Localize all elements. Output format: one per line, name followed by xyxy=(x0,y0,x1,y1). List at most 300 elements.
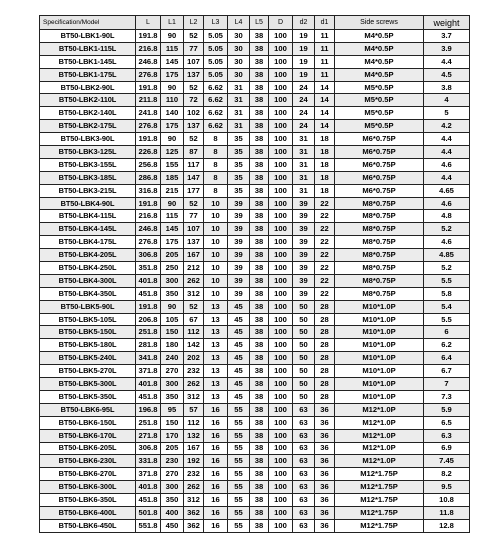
table-row xyxy=(40,146,470,159)
cell-l: 216.8 xyxy=(136,210,161,223)
cell-side-screws: M12*1.0P xyxy=(335,455,424,468)
cell-l2: 52 xyxy=(184,197,204,210)
cell-d: 100 xyxy=(269,390,293,403)
cell-d: 100 xyxy=(269,313,293,326)
cell-model: BT50-LBK6-95L xyxy=(40,403,136,416)
cell-d: 100 xyxy=(269,197,293,210)
cell-l5: 38 xyxy=(250,274,269,287)
header-l5: L5 xyxy=(250,16,269,30)
cell-model: BT50-LBK6-270L xyxy=(40,468,136,481)
cell-side-screws: M12*1.0P xyxy=(335,403,424,416)
cell-d1: 11 xyxy=(315,68,335,81)
cell-l3: 10 xyxy=(204,210,228,223)
cell-model: BT50-LBK6-450L xyxy=(40,519,136,532)
table-row xyxy=(40,455,470,468)
table-row xyxy=(40,107,470,120)
cell-l2: 67 xyxy=(184,313,204,326)
header-d1: d1 xyxy=(315,16,335,30)
cell-side-screws: M5*0.5P xyxy=(335,94,424,107)
table-row xyxy=(40,339,470,352)
cell-side-screws: M10*1.0P xyxy=(335,352,424,365)
cell-l4: 45 xyxy=(228,326,250,339)
cell-l1: 90 xyxy=(161,300,184,313)
table-body xyxy=(40,30,470,533)
cell-l5: 38 xyxy=(250,468,269,481)
cell-l1: 350 xyxy=(161,287,184,300)
cell-l3: 13 xyxy=(204,326,228,339)
cell-d2: 39 xyxy=(293,249,315,262)
cell-l3: 13 xyxy=(204,300,228,313)
cell-d2: 63 xyxy=(293,429,315,442)
cell-side-screws: M8*0.75P xyxy=(335,210,424,223)
cell-l1: 145 xyxy=(161,223,184,236)
cell-l2: 112 xyxy=(184,416,204,429)
cell-l: 451.8 xyxy=(136,494,161,507)
cell-d2: 19 xyxy=(293,55,315,68)
cell-l4: 45 xyxy=(228,339,250,352)
cell-l5: 38 xyxy=(250,171,269,184)
cell-l1: 170 xyxy=(161,429,184,442)
cell-d1: 28 xyxy=(315,326,335,339)
cell-l4: 39 xyxy=(228,249,250,262)
cell-d1: 22 xyxy=(315,223,335,236)
cell-d2: 50 xyxy=(293,313,315,326)
table-row xyxy=(40,223,470,236)
cell-l5: 38 xyxy=(250,42,269,55)
cell-side-screws: M12*1.75P xyxy=(335,519,424,532)
cell-d2: 63 xyxy=(293,519,315,532)
cell-l1: 115 xyxy=(161,210,184,223)
cell-l: 451.8 xyxy=(136,390,161,403)
cell-l3: 10 xyxy=(204,223,228,236)
cell-d1: 18 xyxy=(315,146,335,159)
cell-side-screws: M4*0.5P xyxy=(335,42,424,55)
cell-model: BT50-LBK3-185L xyxy=(40,171,136,184)
cell-weight: 5.5 xyxy=(424,313,470,326)
cell-d1: 36 xyxy=(315,519,335,532)
cell-l2: 137 xyxy=(184,68,204,81)
cell-l2: 87 xyxy=(184,146,204,159)
cell-l5: 38 xyxy=(250,184,269,197)
cell-d1: 18 xyxy=(315,158,335,171)
cell-weight: 6 xyxy=(424,326,470,339)
table-row xyxy=(40,506,470,519)
header-d: D xyxy=(269,16,293,30)
cell-l: 191.8 xyxy=(136,300,161,313)
cell-d: 100 xyxy=(269,468,293,481)
cell-weight: 6.7 xyxy=(424,365,470,378)
cell-d2: 63 xyxy=(293,416,315,429)
cell-l4: 31 xyxy=(228,81,250,94)
cell-d: 100 xyxy=(269,403,293,416)
cell-l: 276.8 xyxy=(136,236,161,249)
cell-weight: 5 xyxy=(424,107,470,120)
cell-weight: 4.4 xyxy=(424,55,470,68)
cell-d: 100 xyxy=(269,94,293,107)
cell-d2: 63 xyxy=(293,506,315,519)
cell-model: BT50-LBK3-90L xyxy=(40,133,136,146)
header-l2: L2 xyxy=(184,16,204,30)
cell-l5: 38 xyxy=(250,416,269,429)
cell-d: 100 xyxy=(269,158,293,171)
cell-l4: 31 xyxy=(228,120,250,133)
cell-l1: 90 xyxy=(161,133,184,146)
cell-l5: 38 xyxy=(250,262,269,275)
cell-l2: 107 xyxy=(184,223,204,236)
cell-l4: 45 xyxy=(228,365,250,378)
cell-l4: 45 xyxy=(228,378,250,391)
cell-weight: 3.7 xyxy=(424,30,470,43)
cell-l4: 39 xyxy=(228,287,250,300)
cell-l5: 38 xyxy=(250,519,269,532)
cell-weight: 9.5 xyxy=(424,481,470,494)
cell-l4: 39 xyxy=(228,236,250,249)
cell-weight: 5.2 xyxy=(424,223,470,236)
cell-model: BT50-LBK4-90L xyxy=(40,197,136,210)
cell-d2: 63 xyxy=(293,494,315,507)
cell-l2: 312 xyxy=(184,287,204,300)
cell-l4: 35 xyxy=(228,146,250,159)
cell-l3: 16 xyxy=(204,403,228,416)
cell-l2: 262 xyxy=(184,274,204,287)
cell-l: 191.8 xyxy=(136,30,161,43)
cell-weight: 5.9 xyxy=(424,403,470,416)
cell-l4: 39 xyxy=(228,274,250,287)
cell-l2: 137 xyxy=(184,120,204,133)
cell-l4: 55 xyxy=(228,429,250,442)
cell-l4: 55 xyxy=(228,455,250,468)
cell-l: 241.8 xyxy=(136,107,161,120)
table-row xyxy=(40,287,470,300)
cell-l1: 90 xyxy=(161,30,184,43)
table-row xyxy=(40,519,470,532)
cell-l1: 300 xyxy=(161,481,184,494)
cell-l3: 13 xyxy=(204,365,228,378)
cell-weight: 6.3 xyxy=(424,429,470,442)
cell-d: 100 xyxy=(269,378,293,391)
cell-model: BT50-LBK2-140L xyxy=(40,107,136,120)
cell-l1: 185 xyxy=(161,171,184,184)
cell-l: 371.8 xyxy=(136,365,161,378)
cell-d2: 39 xyxy=(293,287,315,300)
cell-l: 226.8 xyxy=(136,146,161,159)
cell-d2: 39 xyxy=(293,274,315,287)
cell-l3: 16 xyxy=(204,416,228,429)
cell-d1: 22 xyxy=(315,287,335,300)
cell-l5: 38 xyxy=(250,68,269,81)
cell-l4: 30 xyxy=(228,42,250,55)
cell-l3: 6.62 xyxy=(204,81,228,94)
cell-model: BT50-LBK5-180L xyxy=(40,339,136,352)
cell-l2: 77 xyxy=(184,210,204,223)
cell-d: 100 xyxy=(269,68,293,81)
cell-d: 100 xyxy=(269,210,293,223)
table-row xyxy=(40,390,470,403)
cell-d: 100 xyxy=(269,287,293,300)
cell-side-screws: M6*0.75P xyxy=(335,133,424,146)
table-row xyxy=(40,249,470,262)
cell-d1: 14 xyxy=(315,94,335,107)
table-row xyxy=(40,300,470,313)
cell-l2: 132 xyxy=(184,429,204,442)
cell-l1: 175 xyxy=(161,236,184,249)
cell-l2: 117 xyxy=(184,158,204,171)
cell-l3: 8 xyxy=(204,158,228,171)
cell-l5: 38 xyxy=(250,30,269,43)
cell-l3: 10 xyxy=(204,249,228,262)
cell-d2: 63 xyxy=(293,468,315,481)
header-specification: Specification/Model xyxy=(40,16,136,30)
cell-side-screws: M8*0.75P xyxy=(335,274,424,287)
cell-model: BT50-LBK4-300L xyxy=(40,274,136,287)
cell-l: 216.8 xyxy=(136,42,161,55)
cell-d: 100 xyxy=(269,339,293,352)
cell-l2: 192 xyxy=(184,455,204,468)
cell-d1: 36 xyxy=(315,416,335,429)
cell-model: BT50-LBK3-155L xyxy=(40,158,136,171)
cell-model: BT50-LBK1-90L xyxy=(40,30,136,43)
cell-model: BT50-LBK6-205L xyxy=(40,442,136,455)
cell-l2: 72 xyxy=(184,94,204,107)
cell-l4: 39 xyxy=(228,223,250,236)
table-row xyxy=(40,30,470,43)
cell-l1: 125 xyxy=(161,146,184,159)
cell-side-screws: M10*1.0P xyxy=(335,378,424,391)
cell-l3: 5.05 xyxy=(204,68,228,81)
cell-d2: 39 xyxy=(293,210,315,223)
cell-model: BT50-LBK4-250L xyxy=(40,262,136,275)
cell-side-screws: M8*0.75P xyxy=(335,223,424,236)
cell-l3: 6.62 xyxy=(204,120,228,133)
cell-l4: 39 xyxy=(228,262,250,275)
cell-d2: 39 xyxy=(293,197,315,210)
cell-l1: 205 xyxy=(161,249,184,262)
cell-weight: 4.6 xyxy=(424,236,470,249)
cell-l1: 140 xyxy=(161,107,184,120)
cell-d1: 36 xyxy=(315,494,335,507)
header-side-screws: Side screws xyxy=(335,16,424,30)
cell-d: 100 xyxy=(269,262,293,275)
cell-l4: 55 xyxy=(228,468,250,481)
cell-l4: 45 xyxy=(228,313,250,326)
cell-l3: 5.05 xyxy=(204,30,228,43)
cell-d1: 11 xyxy=(315,42,335,55)
table-row xyxy=(40,494,470,507)
cell-d1: 36 xyxy=(315,506,335,519)
cell-model: BT50-LBK2-90L xyxy=(40,81,136,94)
table-row xyxy=(40,158,470,171)
cell-l2: 232 xyxy=(184,468,204,481)
table-row xyxy=(40,184,470,197)
cell-d1: 22 xyxy=(315,236,335,249)
header-l3: L3 xyxy=(204,16,228,30)
cell-weight: 4.4 xyxy=(424,133,470,146)
cell-d: 100 xyxy=(269,416,293,429)
cell-l4: 55 xyxy=(228,494,250,507)
cell-d1: 22 xyxy=(315,262,335,275)
cell-weight: 6.4 xyxy=(424,352,470,365)
cell-d1: 28 xyxy=(315,378,335,391)
table-header-row xyxy=(40,16,470,30)
cell-d2: 24 xyxy=(293,120,315,133)
cell-l3: 8 xyxy=(204,171,228,184)
cell-side-screws: M10*1.0P xyxy=(335,326,424,339)
cell-weight: 6.5 xyxy=(424,416,470,429)
cell-l2: 262 xyxy=(184,378,204,391)
table-row xyxy=(40,81,470,94)
cell-model: BT50-LBK5-270L xyxy=(40,365,136,378)
cell-l3: 16 xyxy=(204,442,228,455)
cell-side-screws: M4*0.5P xyxy=(335,30,424,43)
cell-l2: 147 xyxy=(184,171,204,184)
cell-side-screws: M12*1.0P xyxy=(335,442,424,455)
cell-l1: 115 xyxy=(161,42,184,55)
cell-side-screws: M10*1.0P xyxy=(335,365,424,378)
cell-model: BT50-LBK1-145L xyxy=(40,55,136,68)
cell-model: BT50-LBK5-150L xyxy=(40,326,136,339)
cell-l3: 16 xyxy=(204,481,228,494)
cell-l3: 8 xyxy=(204,146,228,159)
cell-l5: 38 xyxy=(250,455,269,468)
cell-l3: 13 xyxy=(204,352,228,365)
cell-model: BT50-LBK4-350L xyxy=(40,287,136,300)
cell-l: 251.8 xyxy=(136,416,161,429)
cell-side-screws: M6*0.75P xyxy=(335,184,424,197)
cell-l5: 38 xyxy=(250,287,269,300)
cell-d2: 24 xyxy=(293,107,315,120)
cell-d: 100 xyxy=(269,300,293,313)
cell-d2: 50 xyxy=(293,365,315,378)
cell-model: BT50-LBK1-115L xyxy=(40,42,136,55)
cell-weight: 4.5 xyxy=(424,68,470,81)
cell-d1: 36 xyxy=(315,442,335,455)
cell-l4: 35 xyxy=(228,158,250,171)
cell-l3: 6.62 xyxy=(204,94,228,107)
cell-weight: 3.9 xyxy=(424,42,470,55)
cell-l5: 38 xyxy=(250,365,269,378)
header-weight: weight xyxy=(424,16,470,30)
cell-side-screws: M4*0.5P xyxy=(335,55,424,68)
cell-d2: 63 xyxy=(293,442,315,455)
table-row xyxy=(40,236,470,249)
cell-l4: 45 xyxy=(228,300,250,313)
cell-d2: 39 xyxy=(293,236,315,249)
table-row xyxy=(40,468,470,481)
cell-l1: 270 xyxy=(161,365,184,378)
cell-l3: 16 xyxy=(204,519,228,532)
cell-side-screws: M5*0.5P xyxy=(335,107,424,120)
cell-side-screws: M6*0.75P xyxy=(335,158,424,171)
header-l: L xyxy=(136,16,161,30)
cell-d1: 28 xyxy=(315,300,335,313)
cell-l5: 38 xyxy=(250,494,269,507)
cell-weight: 4.4 xyxy=(424,171,470,184)
cell-l: 211.8 xyxy=(136,94,161,107)
cell-d1: 22 xyxy=(315,197,335,210)
cell-model: BT50-LBK6-350L xyxy=(40,494,136,507)
cell-d2: 19 xyxy=(293,42,315,55)
cell-l: 551.8 xyxy=(136,519,161,532)
cell-l: 251.8 xyxy=(136,326,161,339)
cell-l4: 30 xyxy=(228,68,250,81)
cell-d: 100 xyxy=(269,120,293,133)
cell-l2: 52 xyxy=(184,300,204,313)
cell-model: BT50-LBK5-300L xyxy=(40,378,136,391)
cell-l3: 16 xyxy=(204,494,228,507)
cell-l3: 10 xyxy=(204,274,228,287)
cell-weight: 4.4 xyxy=(424,146,470,159)
cell-d2: 39 xyxy=(293,223,315,236)
cell-d1: 28 xyxy=(315,313,335,326)
cell-d1: 14 xyxy=(315,81,335,94)
cell-side-screws: M6*0.75P xyxy=(335,146,424,159)
cell-side-screws: M8*0.75P xyxy=(335,249,424,262)
cell-weight: 8.2 xyxy=(424,468,470,481)
cell-l3: 16 xyxy=(204,468,228,481)
cell-l5: 38 xyxy=(250,81,269,94)
cell-weight: 4.6 xyxy=(424,158,470,171)
cell-l: 331.8 xyxy=(136,455,161,468)
cell-l1: 95 xyxy=(161,403,184,416)
cell-model: BT50-LBK6-300L xyxy=(40,481,136,494)
header-l1: L1 xyxy=(161,16,184,30)
cell-side-screws: M10*1.0P xyxy=(335,339,424,352)
cell-model: BT50-LBK5-350L xyxy=(40,390,136,403)
cell-l2: 142 xyxy=(184,339,204,352)
cell-side-screws: M12*1.0P xyxy=(335,429,424,442)
cell-l: 351.8 xyxy=(136,262,161,275)
cell-l4: 45 xyxy=(228,352,250,365)
cell-side-screws: M10*1.0P xyxy=(335,390,424,403)
cell-weight: 4.85 xyxy=(424,249,470,262)
cell-model: BT50-LBK4-175L xyxy=(40,236,136,249)
table-row xyxy=(40,94,470,107)
cell-d: 100 xyxy=(269,42,293,55)
cell-l5: 38 xyxy=(250,442,269,455)
cell-d2: 19 xyxy=(293,68,315,81)
cell-d2: 63 xyxy=(293,403,315,416)
cell-d1: 14 xyxy=(315,120,335,133)
cell-d: 100 xyxy=(269,236,293,249)
cell-d: 100 xyxy=(269,133,293,146)
cell-d2: 31 xyxy=(293,184,315,197)
cell-l4: 35 xyxy=(228,133,250,146)
cell-l2: 102 xyxy=(184,107,204,120)
table-row xyxy=(40,416,470,429)
cell-side-screws: M12*1.75P xyxy=(335,481,424,494)
cell-l2: 362 xyxy=(184,519,204,532)
cell-l1: 215 xyxy=(161,184,184,197)
cell-l5: 38 xyxy=(250,313,269,326)
cell-l: 371.8 xyxy=(136,468,161,481)
cell-weight: 5.5 xyxy=(424,274,470,287)
cell-d: 100 xyxy=(269,223,293,236)
cell-d: 100 xyxy=(269,146,293,159)
cell-d1: 14 xyxy=(315,107,335,120)
cell-l2: 57 xyxy=(184,403,204,416)
spec-sheet xyxy=(39,15,460,530)
table-row xyxy=(40,274,470,287)
cell-d1: 36 xyxy=(315,468,335,481)
cell-l2: 362 xyxy=(184,506,204,519)
table-row xyxy=(40,262,470,275)
cell-l: 306.8 xyxy=(136,249,161,262)
cell-d1: 36 xyxy=(315,403,335,416)
cell-l2: 202 xyxy=(184,352,204,365)
cell-model: BT50-LBK4-115L xyxy=(40,210,136,223)
cell-l3: 13 xyxy=(204,313,228,326)
cell-l2: 52 xyxy=(184,30,204,43)
